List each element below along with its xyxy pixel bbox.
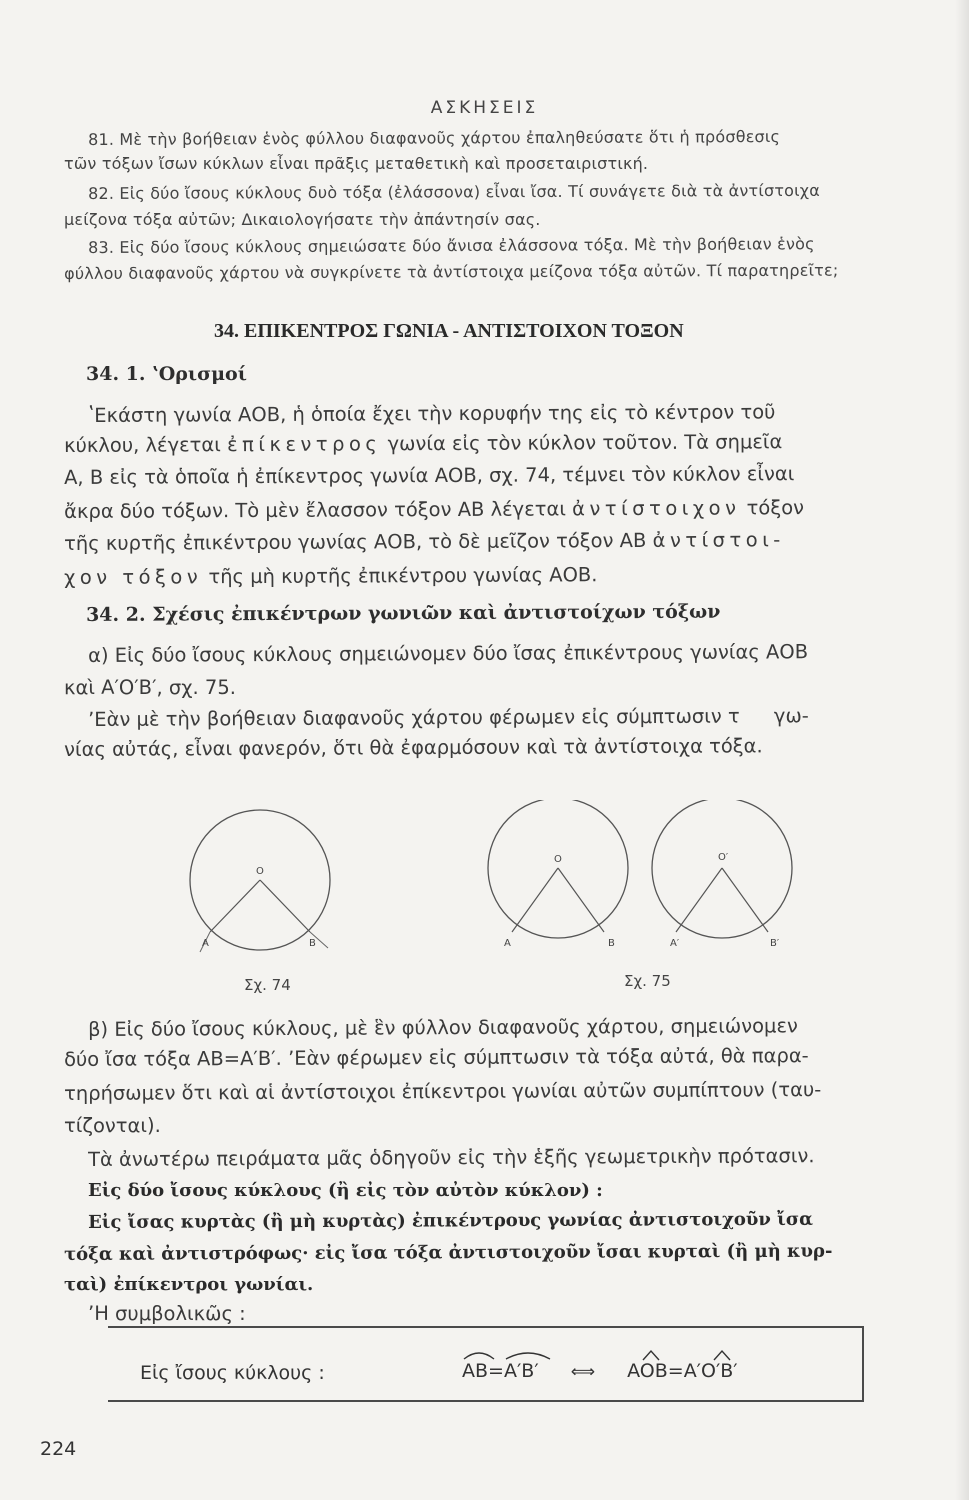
- emphasized-term: ἀντίστοι-: [652, 528, 785, 552]
- radius-oa: [512, 868, 558, 932]
- exercise-line: τῶν τόξων ἴσων κύκλων εἶναι πρᾶξις μεταθετικὴ καὶ προσεταιριστική.: [64, 154, 649, 173]
- paragraph-line: δύο ἴσα τόξα ΑΒ=Α′Β′. ʼΕὰν φέρωμεν εἰς σύμπτωσιν τὰ τόξα αὐτά, θὰ παρα-: [64, 1044, 809, 1071]
- angle-hat-symbol: [684, 1349, 756, 1361]
- paragraph-line: ʽΕκάστη γωνία ΑΟΒ, ἡ ὁποία ἔχει τὴν κορυφήν της εἰς τὸ κέντρον τοῦ: [88, 400, 776, 427]
- radius-oa: [210, 880, 260, 932]
- angle-a-prime-o-prime-b-prime: [684, 1360, 738, 1382]
- subsection-title: 34. 2. Σχέσις ἐπικέντρων γωνιῶν καὶ ἀντιστοίχων τόξων: [86, 600, 721, 626]
- exercise-line: 83. Εἰς δύο ἴσους κύκλους σημειώσατε δύο ἄνισα ἐλάσσονα τόξα. Μὲ τὴν βοήθειαν ἑνὸς: [88, 234, 815, 257]
- paragraph-line: α) Εἰς δύο ἴσους κύκλους σημειώνομεν δύο ἴσας ἐπικέντρους γωνίας ΑΟΒ: [88, 640, 809, 667]
- label-o: O: [554, 854, 562, 865]
- paragraph-line: νίας αὐτάς, εἶναι φανερόν, ὅτι θὰ ἐφαρμόσουν καὶ τὰ ἀντίστοιχα τόξα.: [64, 734, 763, 761]
- theorem-line: Εἰς δύο ἴσους κύκλους (ἢ εἰς τὸν αὐτὸν κύκλον) :: [88, 1180, 603, 1201]
- paragraph-line: [64, 496, 804, 523]
- paragraph-line: Α, Β εἰς τὰ ὁποῖα ἡ ἐπίκεντρος γωνία ΑΟΒ, σχ. 74, τέμνει τὸν κύκλον εἶναι: [64, 462, 795, 489]
- text-run: τῆς μὴ κυρτῆς ἐπικέντρου γωνίας ΑΟΒ.: [208, 563, 598, 589]
- arc-a-prime-b-prime-label: A′B′: [503, 1360, 539, 1382]
- emphasized-term: ἀντίστοιχον: [572, 496, 741, 521]
- symbolic-intro: ʼΗ συμβολικῶς :: [88, 1302, 246, 1325]
- angle-aob: [627, 1360, 668, 1382]
- label-b: B: [608, 938, 615, 949]
- paragraph-line: καὶ Α′Ο′Β′, σχ. 75.: [64, 676, 236, 699]
- emphasized-term: χον τόξον: [64, 565, 203, 589]
- text-run: κύκλου, λέγεται: [64, 433, 221, 457]
- subsection-title: 34. 1. ʽΟρισμοί: [86, 363, 247, 385]
- text-run: ʼΕὰν μὲ τὴν βοήθειαν διαφανοῦς χάρτου φέρωμεν εἰς σύμπτωσιν τ: [88, 704, 740, 731]
- text-run: γω-: [773, 704, 809, 728]
- paragraph-line: [64, 430, 782, 457]
- equals-sign: =: [667, 1360, 684, 1382]
- paragraph-line: Τὰ ἀνωτέρω πειράματα μᾶς ὁδηγοῦν εἰς τὴν ἑξῆς γεωμετρικὴν πρότασιν.: [88, 1144, 815, 1171]
- arc-a-prime-b-prime: [504, 1360, 539, 1382]
- exercise-line: μείζονα τόξα αὐτῶν; Δικαιολογήσατε τὴν ἀπάντησίν σας.: [64, 210, 541, 229]
- figure-74: [180, 800, 360, 970]
- paragraph-line: [88, 704, 809, 731]
- radius-ob: [558, 868, 604, 932]
- page-edge-shadow: [955, 0, 969, 1500]
- emphasized-term: ἐπίκεντρος: [226, 432, 382, 457]
- arc-symbol: [462, 1349, 496, 1361]
- angle-a-prime-o-prime-b-prime-label: A′O′B′: [683, 1360, 738, 1382]
- paragraph-line: β) Εἰς δύο ἴσους κύκλους, μὲ ἓν φύλλον διαφανοῦς χάρτου, σημειώνομεν: [88, 1014, 798, 1041]
- arc-ab-label: AB: [462, 1360, 489, 1382]
- label-a: A: [202, 938, 209, 949]
- formula-prefix: Εἰς ἴσους κύκλους :: [140, 1362, 325, 1384]
- exercise-line: φύλλου διαφανοῦς χάρτου νὰ συγκρίνετε τὰ ἀντίστοιχα μείζονα τόξα αὐτῶν. Τί παρατηρεῖτε;: [64, 260, 839, 283]
- figure-75: [480, 800, 810, 970]
- arc-symbol: [504, 1349, 552, 1361]
- page-number: 224: [40, 1438, 77, 1460]
- text-run: τῆς κυρτῆς ἐπικέντρου γωνίας ΑΟΒ, τὸ δὲ μεῖζον τόξον ΑΒ: [64, 528, 647, 555]
- paragraph-line: τίζονται).: [64, 1114, 161, 1137]
- theorem-line: τόξα καὶ ἀντιστρόφως· εἰς ἴσα τόξα ἀντιστοιχοῦν ἴσαι κυρταὶ (ἢ μὴ κυρ-: [64, 1240, 833, 1265]
- text-run: γωνία εἰς τὸν κύκλον τοῦτον. Τὰ σημεῖα: [387, 430, 783, 456]
- figure-74-caption: Σχ. 74: [244, 976, 291, 994]
- label-o-prime: O′: [718, 852, 729, 863]
- figure-75-caption: Σχ. 75: [624, 972, 671, 990]
- equals-sign: =: [488, 1360, 504, 1382]
- angle-aob-label: AOB: [627, 1360, 668, 1382]
- text-run: ἄκρα δύο τόξων. Τὸ μὲν ἔλασσον τόξον ΑΒ λέγεται: [64, 497, 566, 523]
- formula-expression: [462, 1360, 738, 1382]
- theorem-line: Εἰς ἴσας κυρτὰς (ἢ μὴ κυρτὰς) ἐπικέντρους γωνίας ἀντιστοιχοῦν ἴσα: [88, 1208, 814, 1233]
- text-run: τόξον: [746, 496, 805, 520]
- equivalence-arrow: ⟺: [570, 1362, 596, 1382]
- exercises-heading: ΑΣΚΗΣΕΙΣ: [430, 98, 539, 118]
- label-a: A: [504, 938, 511, 949]
- angle-hat-symbol: [627, 1349, 675, 1361]
- label-b: B: [309, 938, 316, 949]
- exercise-line: 82. Εἰς δύο ἴσους κύκλους δυὸ τόξα (ἐλάσσονα) εἶναι ἴσα. Τί συνάγετε διὰ τὰ ἀντίστοιχα: [88, 180, 820, 203]
- arc-ab: [462, 1360, 488, 1382]
- radius-o2a2: [676, 868, 722, 932]
- exercise-line: 81. Μὲ τὴν βοήθειαν ἑνὸς φύλλου διαφανοῦς χάρτου ἐπαληθεύσατε ὅτι ἡ πρόσθεσις: [88, 126, 781, 149]
- radius-ob: [260, 880, 310, 932]
- paragraph-line: τηρήσωμεν ὅτι καὶ αἱ ἀντίστοιχοι ἐπίκεντροι γωνίαι αὐτῶν συμπίπτουν (ταυ-: [64, 1078, 822, 1105]
- section-title: 34. ΕΠΙΚΕΝΤΡΟΣ ΓΩΝΙΑ - ΑΝΤΙΣΤΟΙΧΟΝ ΤΟΞΟΝ: [214, 320, 684, 342]
- label-o: O: [256, 866, 264, 877]
- label-b-prime: B′: [770, 938, 780, 949]
- radius-o2b2: [722, 868, 768, 932]
- paragraph-line: [64, 563, 598, 589]
- paragraph-line: [64, 528, 785, 555]
- theorem-line: ταὶ) ἐπίκεντροι γωνίαι.: [64, 1274, 314, 1295]
- label-a-prime: A′: [670, 938, 680, 949]
